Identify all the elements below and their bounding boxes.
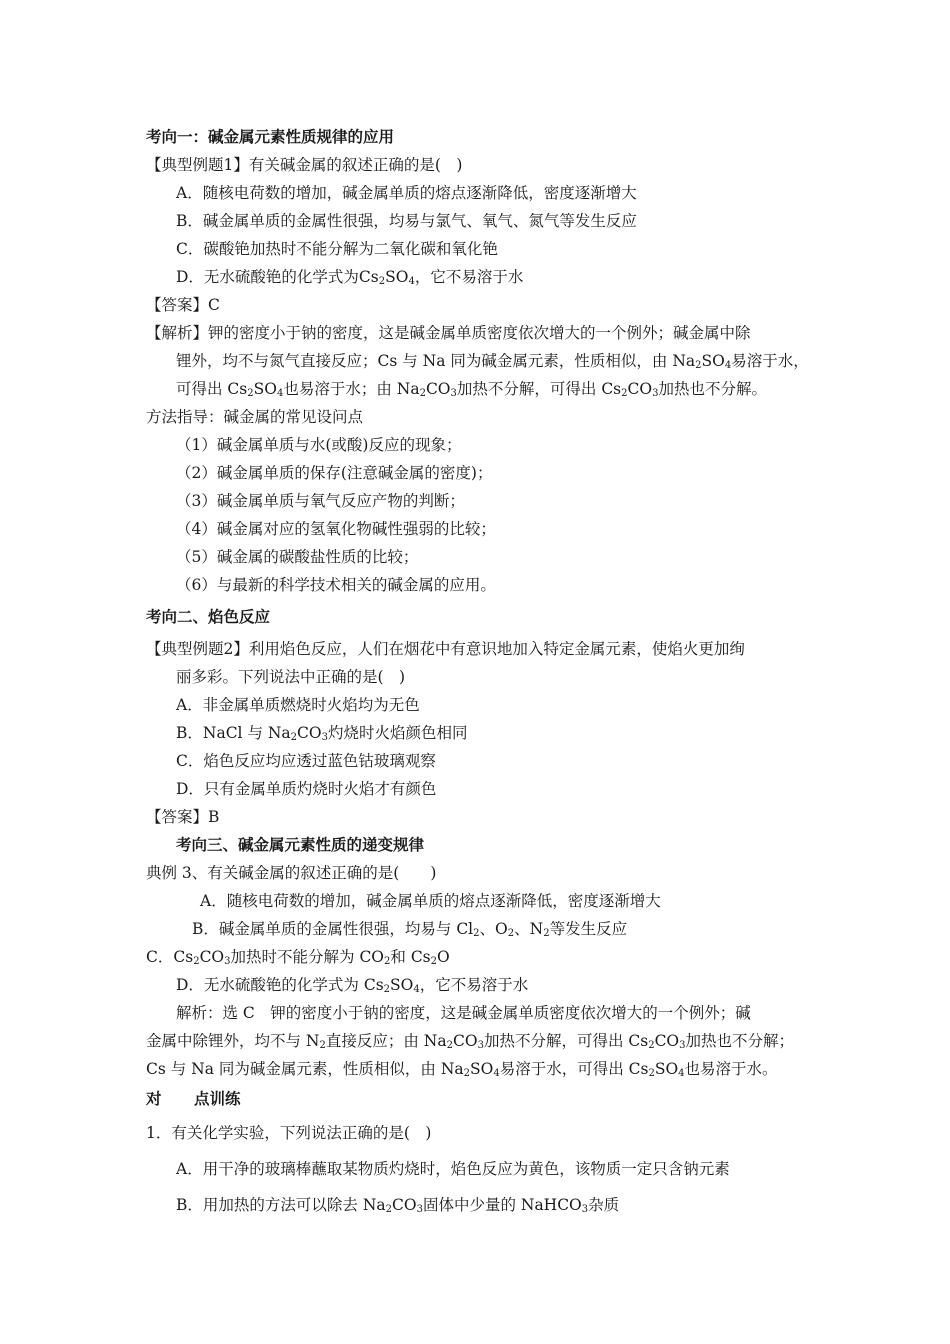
practice-1-question: 1．有关化学实验，下列说法正确的是( ): [146, 1124, 432, 1142]
example-2-option-d: D．只有金属单质灼烧时火焰才有颜色: [176, 780, 437, 798]
example-2-question-line-1: 【典型例题2】利用焰色反应，人们在烟花中有意识地加入特定金属元素，使焰火更加绚: [146, 640, 745, 658]
example-2-answer: 【答案】B: [146, 808, 220, 826]
example-3-explanation-line-1: 解析：选 C 钾的密度小于钠的密度，这是碱金属单质密度依次增大的一个例外；碱: [176, 1004, 751, 1022]
example-1-question: [146, 155, 462, 175]
example-1-explanation-line-3: 可得出 $Cs_2SO_4$也易溶于水；由 $Na_2CO_3$加热不分解，可得出 $Cs_2CO_3$加热也不分解。: [176, 380, 767, 399]
section-1-heading: 考向一：碱金属元素性质规律的应用: [146, 128, 395, 146]
example-2-option-c: C．焰色反应均应透过蓝色钴玻璃观察: [176, 752, 436, 770]
example-1-option-b: B．碱金属单质的金属性很强，均易与氯气、氧气、氮气等发生反应: [176, 212, 637, 230]
method-item: （3）碱金属单质与氧气反应产物的判断；: [176, 492, 465, 510]
example-2-option-a: A．非金属单质燃烧时火焰均为无色: [176, 696, 420, 714]
example-3-option-b: B．碱金属单质的金属性很强，均易与 $Cl_2$、$O_2$、$N_2$等发生反应: [192, 920, 628, 939]
method-item: （6）与最新的科学技术相关的碱金属的应用。: [176, 576, 496, 594]
example-1-text: 有关碱金属的叙述正确的是( ): [248, 156, 463, 174]
example-3-option-a: A．随核电荷数的增加，碱金属单质的熔点逐渐降低，密度逐渐增大: [200, 892, 661, 910]
example-1-option-c: C．碳酸铯加热时不能分解为二氧化碳和氧化铯: [176, 240, 498, 258]
method-title: 方法指导：碱金属的常见设问点: [146, 408, 364, 426]
example-1-answer: 【答案】C: [146, 296, 220, 314]
example-3-question: 典例 3、有关碱金属的叙述正确的是( ): [146, 864, 437, 882]
section-4-heading-part-2: 点训练: [194, 1090, 241, 1108]
example-3-explanation-line-2: 金属中除锂外，均不与 $N_2$直接反应；由 $Na_2CO_3$加热不分解，可得出 $Cs_2CO_3$加热也不分解；: [146, 1032, 795, 1051]
example-1-label: 【典型例题1】: [146, 156, 249, 174]
section-2-heading: 考向二、焰色反应: [146, 608, 271, 626]
practice-1-option-b: B．用加热的方法可以除去 $Na_2CO_3$固体中少量的 NaHCO$_3$杂质: [176, 1196, 620, 1215]
practice-1-option-a: A．用干净的玻璃棒蘸取某物质灼烧时，焰色反应为黄色，该物质一定只含钠元素: [176, 1160, 730, 1178]
example-2-question-line-2: 丽多彩。下列说法中正确的是( ): [176, 668, 406, 686]
example-3-option-d: D．无水硫酸铯的化学式为 $Cs_2SO_4$，它不易溶于水: [176, 976, 529, 995]
method-item: （4）碱金属对应的氢氧化物碱性强弱的比较；: [176, 520, 496, 538]
method-item: （2）碱金属单质的保存(注意碱金属的密度)；: [176, 464, 493, 482]
example-1-option-a: A．随核电荷数的增加，碱金属单质的熔点逐渐降低，密度逐渐增大: [176, 184, 637, 202]
example-3-explanation-line-3: Cs 与 Na 同为碱金属元素，性质相似，由 $Na_2SO_4$易溶于水，可得出 $Cs_2SO_4$也易溶于水。: [146, 1060, 778, 1079]
example-1-explanation-line-2: 锂外，均不与氮气直接反应；Cs 与 Na 同为碱金属元素，性质相似，由 $Na_2SO_4$易溶于水，: [176, 352, 809, 371]
example-3-option-c: C．$Cs_2CO_3$加热时不能分解为 $CO_2$和 $Cs_2O$: [146, 948, 450, 967]
section-3-heading: 考向三、碱金属元素性质的递变规律: [176, 836, 425, 854]
method-item: （5）碱金属的碳酸盐性质的比较；: [176, 548, 419, 566]
method-item: （1）碱金属单质与水(或酸)反应的现象；: [176, 436, 462, 454]
example-2-option-b: B．NaCl 与 $Na_2CO_3$灼烧时火焰颜色相同: [176, 724, 468, 743]
example-1-option-d: D．无水硫酸铯的化学式为$Cs_2SO_4$，它不易溶于水: [176, 268, 524, 287]
section-4-heading-part-1: 对: [146, 1090, 162, 1108]
example-1-explanation-line-1: 【解析】钾的密度小于钠的密度，这是碱金属单质密度依次增大的一个例外；碱金属中除: [146, 324, 751, 342]
